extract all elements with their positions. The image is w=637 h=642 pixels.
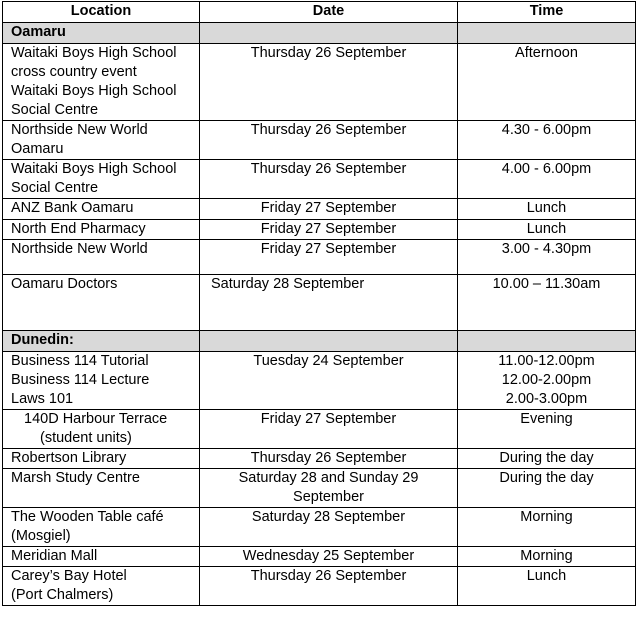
time-cell	[458, 44, 636, 121]
schedule-table	[2, 1, 636, 606]
location-text: North End Pharmacy	[11, 221, 146, 237]
time-text: During the day	[499, 450, 594, 466]
location-text: Northside New World Oamaru	[11, 122, 148, 157]
table-row	[3, 508, 636, 547]
time-text: Lunch	[526, 568, 567, 584]
date-cell: Wednesday 25 September	[200, 547, 458, 567]
location-text: Northside New World	[11, 241, 148, 257]
time-cell	[458, 567, 636, 606]
date-cell: Friday 27 September	[200, 199, 458, 220]
location-cell	[3, 160, 200, 199]
table-row	[3, 240, 636, 275]
section-row	[3, 23, 636, 44]
table-row	[3, 275, 636, 331]
date-cell: Friday 27 September	[200, 410, 458, 449]
header-row	[3, 2, 636, 23]
time-text: Afternoon	[515, 45, 578, 61]
time-cell	[458, 547, 636, 567]
table-row	[3, 44, 636, 121]
time-text: 3.00 - 4.30pm	[501, 241, 592, 257]
location-text: Laws 101	[11, 391, 74, 407]
time-text: Lunch	[526, 200, 567, 216]
time-cell	[458, 199, 636, 220]
location-text: ANZ Bank Oamaru	[11, 200, 134, 216]
location-cell	[3, 275, 200, 331]
location-text: Waitaki Boys High School Social Centre	[11, 83, 177, 118]
date-cell: Thursday 26 September	[200, 567, 458, 606]
table-row	[3, 449, 636, 469]
location-cell	[3, 121, 200, 160]
date-cell: Friday 27 September	[200, 220, 458, 240]
section-empty-cell	[200, 23, 458, 44]
table-row	[3, 160, 636, 199]
time-text: Lunch	[526, 221, 567, 237]
table-row	[3, 469, 636, 508]
section-row	[3, 331, 636, 352]
location-text: Meridian Mall	[11, 548, 98, 564]
location-text: (Port Chalmers)	[11, 587, 114, 603]
location-cell	[3, 44, 200, 121]
time-cell	[458, 240, 636, 275]
table-row	[3, 220, 636, 240]
time-cell	[458, 160, 636, 199]
table-row	[3, 121, 636, 160]
location-cell	[3, 567, 200, 606]
table-row	[3, 567, 636, 606]
date-cell: Saturday 28 September	[200, 508, 458, 547]
time-text: 11.00-12.00pm	[498, 353, 595, 369]
date-cell: Thursday 26 September	[200, 44, 458, 121]
section-empty-cell	[458, 331, 636, 352]
date-cell: Thursday 26 September	[200, 121, 458, 160]
location-text: 140D Harbour Terrace	[24, 411, 168, 427]
location-cell	[3, 410, 200, 449]
location-text: Robertson Library	[11, 450, 127, 466]
date-cell: Saturday 28 and Sunday 29 September	[200, 469, 458, 508]
location-text: The Wooden Table café	[11, 509, 164, 525]
location-text: (Mosgiel)	[11, 528, 71, 544]
location-cell	[3, 199, 200, 220]
header-date: Date	[200, 2, 458, 23]
location-text: Marsh Study Centre	[11, 470, 140, 486]
time-text: Morning	[520, 509, 573, 525]
time-cell	[458, 275, 636, 331]
table-row	[3, 547, 636, 567]
time-text: 12.00-2.00pm	[501, 372, 592, 388]
header-location: Location	[3, 2, 200, 23]
date-cell: Thursday 26 September	[200, 160, 458, 199]
location-cell	[3, 220, 200, 240]
section-empty-cell	[458, 23, 636, 44]
location-text: Oamaru Doctors	[11, 276, 118, 292]
date-cell: Tuesday 24 September	[200, 352, 458, 410]
location-cell	[3, 508, 200, 547]
time-cell	[458, 469, 636, 508]
header-time: Time	[458, 2, 636, 23]
location-cell	[3, 449, 200, 469]
time-cell	[458, 449, 636, 469]
table-row	[3, 410, 636, 449]
section-empty-cell	[200, 331, 458, 352]
location-cell	[3, 547, 200, 567]
time-cell	[458, 352, 636, 410]
section-title: Oamaru	[3, 23, 200, 44]
location-text: Carey’s Bay Hotel	[11, 568, 127, 584]
time-text: During the day	[499, 470, 594, 486]
location-cell	[3, 240, 200, 275]
location-text: (student units)	[40, 430, 132, 446]
time-cell	[458, 508, 636, 547]
location-text: Waitaki Boys High School cross country event	[11, 45, 177, 80]
time-cell	[458, 121, 636, 160]
section-title: Dunedin:	[3, 331, 200, 352]
location-cell	[3, 352, 200, 410]
location-text: Business 114 Tutorial	[11, 353, 149, 369]
time-text: 4.00 - 6.00pm	[501, 161, 592, 177]
time-text: 4.30 - 6.00pm	[501, 122, 592, 138]
time-text: Evening	[520, 411, 573, 427]
time-text: Morning	[520, 548, 573, 564]
table-row	[3, 352, 636, 410]
location-text: Business 114 Lecture	[11, 372, 150, 388]
date-cell: Friday 27 September	[200, 240, 458, 275]
time-cell	[458, 220, 636, 240]
table-row	[3, 199, 636, 220]
location-cell	[3, 469, 200, 508]
time-text: 2.00-3.00pm	[505, 391, 588, 407]
time-text: 10.00 – 11.30am	[492, 276, 601, 292]
date-cell: Saturday 28 September	[200, 275, 458, 331]
time-cell	[458, 410, 636, 449]
location-text: Waitaki Boys High School Social Centre	[11, 161, 177, 196]
date-cell: Thursday 26 September	[200, 449, 458, 469]
